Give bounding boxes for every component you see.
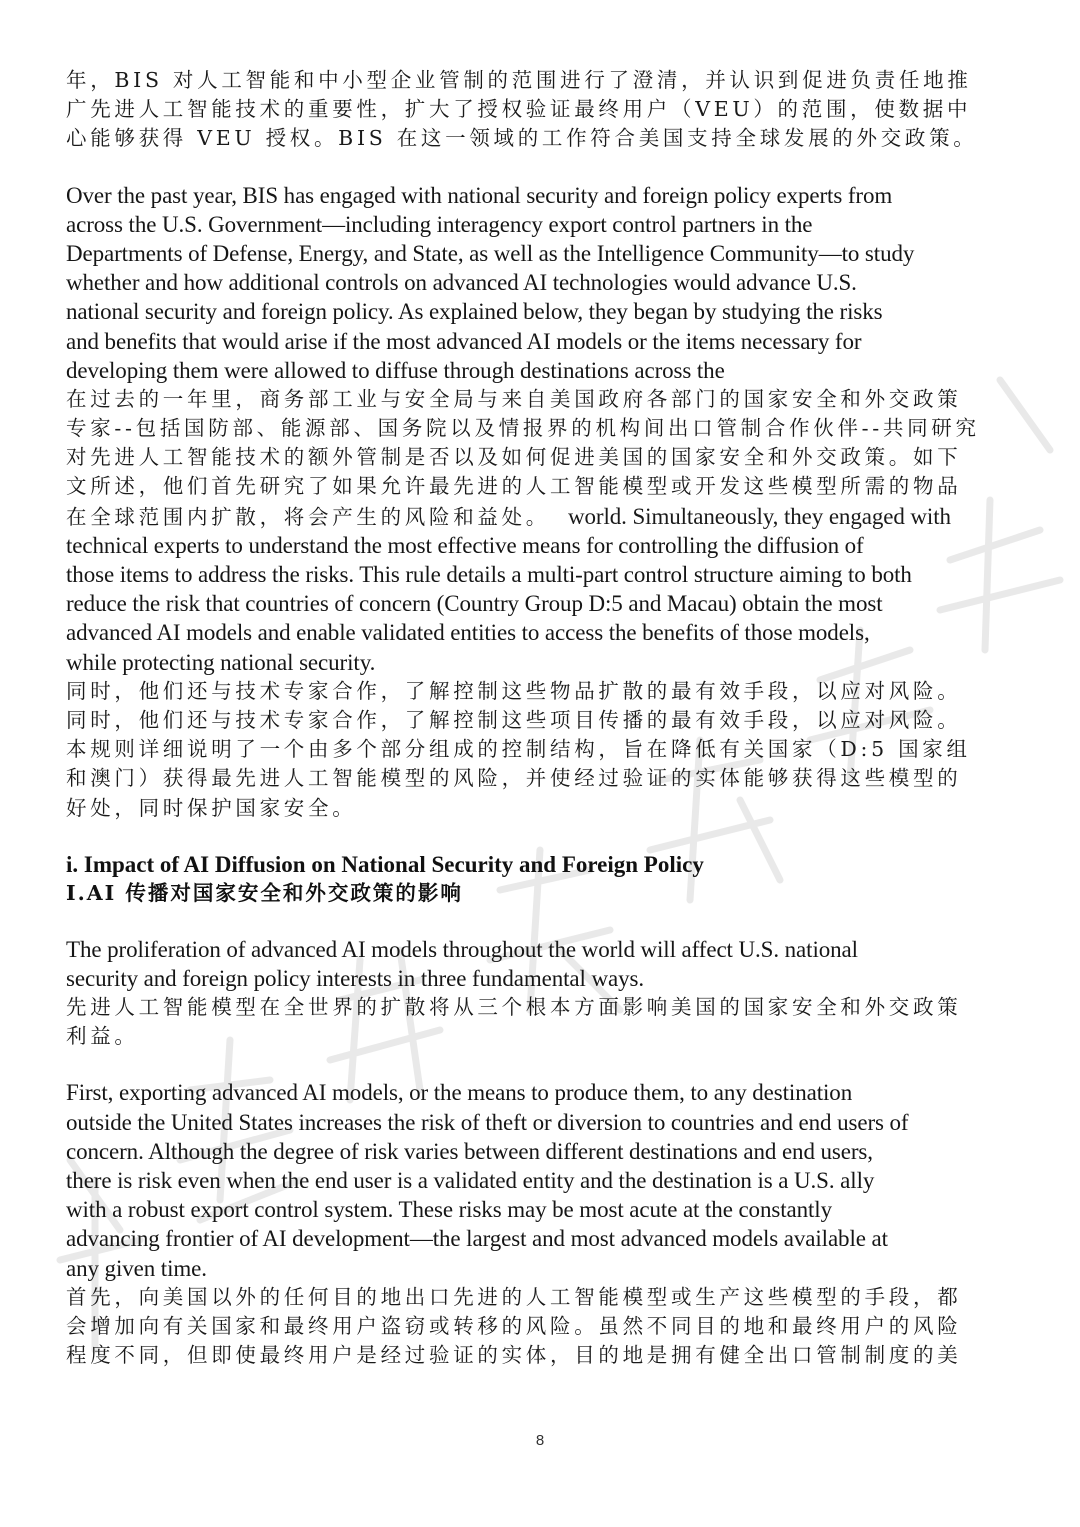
text-line: concern. Although the degree of risk varies between different destinations and end users,: [66, 1138, 873, 1164]
text-line: 同时，他们还与技术专家合作，了解控制这些项目传播的最有效手段，以应对风险。: [66, 707, 962, 732]
text-line: 广先进人工智能技术的重要性，扩大了授权验证最终用户（VEU）的范围，使数据中: [66, 97, 972, 122]
document-body: [66, 66, 1014, 1370]
paragraph-cn-intro: [66, 66, 1014, 154]
text-line: those items to address the risks. This rule details a multi-part control structure aiming to both: [66, 562, 912, 587]
paragraph-en-4: [66, 1078, 1014, 1282]
text-line: and benefits that would arise if the most advanced AI models or the items necessary for: [66, 328, 862, 354]
paragraph-spacer: [66, 823, 1014, 850]
section-heading-cn: I.AI 传播对国家安全和外交政策的影响: [66, 880, 463, 905]
text-line: 好处，同时保护国家安全。: [66, 795, 357, 820]
paragraph-en-3: [66, 935, 1014, 993]
text-line: developing them were allowed to diffuse through destinations across the: [66, 357, 725, 383]
text-line: 在过去的一年里，商务部工业与安全局与来自美国政府各部门的国家安全和外交政策: [66, 386, 962, 411]
paragraph-cn-3: [66, 993, 1014, 1051]
paragraph-spacer: [66, 908, 1014, 935]
paragraph-cn-2: [66, 677, 1014, 823]
text-line-mixed: [66, 502, 1014, 531]
text-line: Departments of Defense, Energy, and State, as well as the Intelligence Community—to study: [66, 240, 915, 266]
text-line: whether and how additional controls on advanced AI technologies would advance U.S.: [66, 270, 857, 296]
text-cn-fragment: 在全球范围内扩散，将会产生的风险和益处。: [66, 504, 550, 529]
text-line: 利益。: [66, 1024, 139, 1049]
text-line: advanced AI models and enable validated entities to access the benefits of those models,: [66, 620, 870, 646]
text-line: there is risk even when the end user is a validated entity and the destination is a U.S. ally: [66, 1168, 875, 1193]
text-line: across the U.S. Government—including interagency export control partners in the: [66, 211, 813, 237]
text-line: 程度不同，但即使最终用户是经过验证的实体，目的地是拥有健全出口管制制度的美: [66, 1343, 962, 1368]
paragraph-cn-4: [66, 1283, 1014, 1371]
paragraph-en-1: [66, 181, 1014, 385]
text-line: 和澳门）获得最先进人工智能模型的风险，并使经过验证的实体能够获得这些模型的: [66, 766, 962, 791]
text-line: with a robust export control system. These risks may be most acute at the constantly: [66, 1197, 832, 1223]
text-line: technical experts to understand the most effective means for controlling the diffusion of: [66, 532, 864, 558]
text-line: 同时，他们还与技术专家合作，了解控制这些物品扩散的最有效手段，以应对风险。: [66, 678, 962, 703]
text-line: reduce the risk that countries of concern (Country Group D:5 and Macau) obtain the most: [66, 591, 883, 617]
text-line: 本规则详细说明了一个由多个部分组成的控制结构，旨在降低有关国家（D:5 国家组: [66, 737, 971, 762]
section-heading-en: i. Impact of AI Diffusion on National Security and Foreign Policy: [66, 851, 704, 877]
text-line: security and foreign policy interests in three fundamental ways.: [66, 965, 645, 991]
text-line: The proliferation of advanced AI models throughout the world will affect U.S. national: [66, 936, 858, 962]
text-line: any given time.: [66, 1255, 207, 1281]
text-line: advancing frontier of AI development—the largest and most advanced models available at: [66, 1226, 888, 1252]
text-line: 专家--包括国防部、能源部、国务院以及情报界的机构间出口管制合作伙伴--共同研究: [66, 416, 980, 441]
text-line: national security and foreign policy. As explained below, they began by studying the risks: [66, 299, 883, 325]
text-line: while protecting national security.: [66, 649, 376, 675]
text-line: 心能够获得 VEU 授权。BIS 在这一领域的工作符合美国支持全球发展的外交政策。: [66, 126, 978, 151]
text-en-fragment: world. Simultaneously, they engaged with: [568, 503, 951, 529]
paragraph-spacer: [66, 1051, 1014, 1078]
paragraph-cn-1: [66, 385, 1014, 531]
text-line: Over the past year, BIS has engaged with national security and foreign policy experts from: [66, 182, 893, 208]
text-line: First, exporting advanced AI models, or the means to produce them, to any destination: [66, 1080, 853, 1106]
text-line: 文所述，他们首先研究了如果允许最先进的人工智能模型或开发这些模型所需的物品: [66, 474, 962, 499]
text-line: outside the United States increases the risk of theft or diversion to countries and end users of: [66, 1109, 909, 1135]
text-line: 先进人工智能模型在全世界的扩散将从三个根本方面影响美国的国家安全和外交政策: [66, 995, 962, 1020]
paragraph-spacer: [66, 154, 1014, 181]
text-line: 对先进人工智能技术的额外管制是否以及如何促进美国的国家安全和外交政策。如下: [66, 445, 962, 470]
page-number: 8: [535, 1432, 545, 1449]
text-line: 会增加向有关国家和最终用户盗窃或转移的风险。虽然不同目的地和最终用户的风险: [66, 1313, 962, 1338]
paragraph-en-2: [66, 531, 1014, 677]
text-line: 年，BIS 对人工智能和中小型企业管制的范围进行了澄清，并认识到促进负责任地推: [66, 68, 972, 92]
text-line: 首先，向美国以外的任何目的地出口先进的人工智能模型或生产这些模型的手段，都: [66, 1284, 962, 1309]
